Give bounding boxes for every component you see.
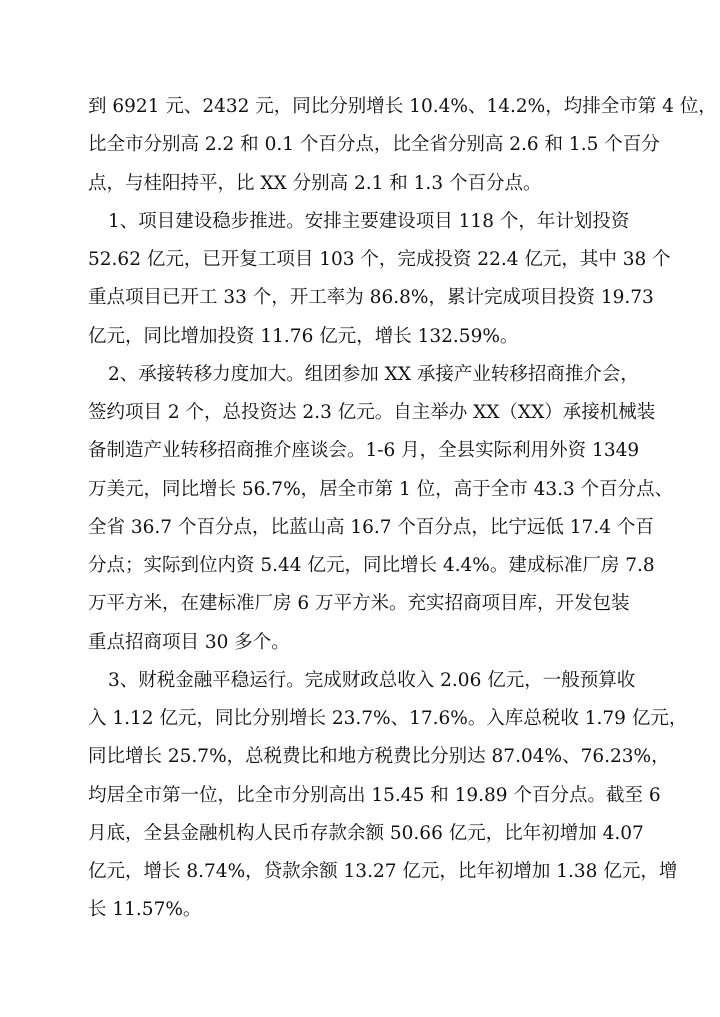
paragraph-item-2 xyxy=(88,356,674,662)
text-line: 分点；实际到位内资 5.44 亿元，同比增长 4.4%。建成标准厂房 7.8 xyxy=(88,555,655,576)
body-text xyxy=(88,88,717,930)
paragraph-item-3 xyxy=(88,662,688,930)
text-line: 备制造产业转移招商推介座谈会。1-6 月，全县实际利用外资 1349 xyxy=(88,440,640,462)
text-line: 亿元，增长 8.74%，贷款余额 13.27 亿元，比年初增加 1.38 亿元，增 xyxy=(88,861,678,882)
text-line: 52.62 亿元，已开复工项目 103 个，完成投资 22.4 亿元，其中 38 个 xyxy=(88,249,671,270)
text-line: 3、财税金融平稳运行。完成财政总收入 2.06 亿元，一般预算收 xyxy=(108,669,636,691)
text-line: 重点项目已开工 33 个，开工率为 86.8%，累计完成项目投资 19.73 xyxy=(88,287,654,309)
text-line: 点，与桂阳持平，比 XX 分别高 2.1 和 1.3 个百分点。 xyxy=(88,172,542,194)
text-line: 重点招商项目 30 多个。 xyxy=(88,631,290,653)
text-line: 1、项目建设稳步推进。安排主要建设项目 118 个，年计划投资 xyxy=(108,210,630,232)
paragraph-item-1 xyxy=(88,203,671,356)
text-line: 比全市分别高 2.2 和 0.1 个百分点，比全省分别高 2.6 和 1.5 个百分 xyxy=(88,134,660,156)
text-line: 万美元，同比增长 56.7%，居全市第 1 位，高于全市 43.3 个百分点、 xyxy=(88,478,674,500)
text-line: 2、承接转移力度加大。组团参加 XX 承接产业转移招商推介会， xyxy=(108,363,639,385)
text-line: 月底，全县金融机构人民币存款余额 50.66 亿元，比年初增加 4.07 xyxy=(88,822,644,844)
text-line: 签约项目 2 个，总投资达 2.3 亿元。自主举办 XX（XX）承接机械装 xyxy=(88,402,656,423)
text-line: 到 6921 元、2432 元，同比分别增长 10.4%、14.2%，均排全市第 4 位， xyxy=(88,96,717,117)
text-line: 亿元，同比增加投资 11.76 亿元，增长 132.59%。 xyxy=(88,325,519,347)
text-line: 长 11.57%。 xyxy=(88,899,202,921)
text-line: 同比增长 25.7%，总税费比和地方税费比分别达 87.04%、76.23%， xyxy=(88,746,670,768)
text-line: 全省 36.7 个百分点，比蓝山高 16.7 个百分点，比宁远低 17.4 个百 xyxy=(88,516,654,538)
text-line: 均居全市第一位，比全市分别高出 15.45 和 19.89 个百分点。截至 6 xyxy=(88,784,661,806)
text-line: 万平方米，在建标准厂房 6 万平方米。充实招商项目库，开发包装 xyxy=(88,593,630,615)
text-line: 入 1.12 亿元，同比分别增长 23.7%、17.6%。入库总税收 1.79 亿元， xyxy=(88,708,688,729)
paragraph-intro xyxy=(88,88,717,203)
